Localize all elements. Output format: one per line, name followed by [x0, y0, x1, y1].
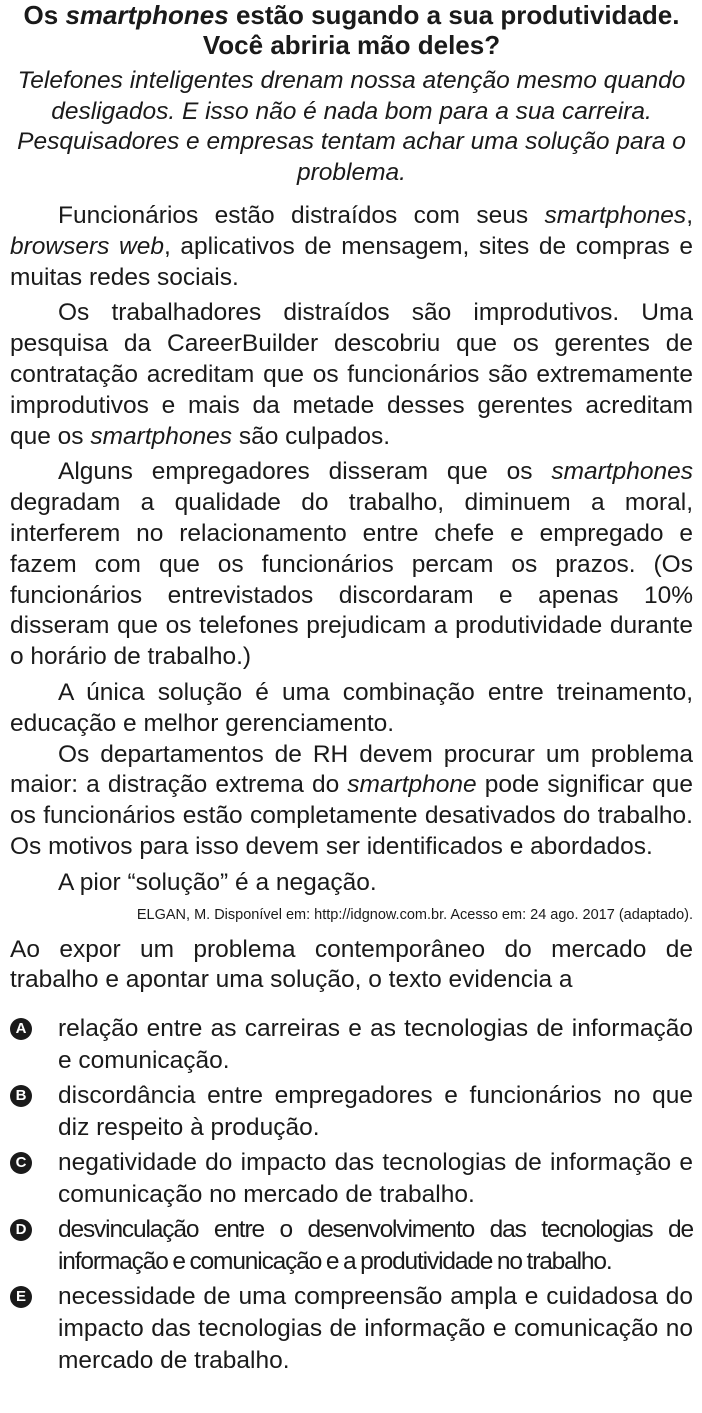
- p5-text-c: pode significar que os funcionários estão completamente desativados do trabalho. Os motivos para isso devem ser identificados e abordados.: [10, 771, 693, 860]
- option-c[interactable]: [10, 1147, 693, 1211]
- title-emphasis: smartphones: [65, 0, 229, 30]
- p2-text-a: Os trabalhadores distraídos são improdutivos. Uma pesquisa da CareerBuilder descobriu que os gerentes de contratação acreditam que os funcionários são extremamente improdutivos e mais da metade desses gerentes acreditam que os: [10, 299, 693, 450]
- p3-text-a: Alguns empregadores disseram que os: [58, 458, 552, 486]
- p2-text-c: são culpados.: [232, 422, 391, 450]
- p1-text-a: Funcionários estão distraídos com seus: [58, 202, 545, 229]
- p2-emphasis-smartphones: smartphones: [90, 422, 233, 450]
- option-a-text: relação entre as carreiras e as tecnologias de informação e comunicação.: [58, 1015, 693, 1075]
- source-citation: ELGAN, M. Disponível em: http://idgnow.com.br. Acesso em: 24 ago. 2017 (adaptado).: [136, 906, 693, 923]
- option-b-text: discordância entre empregadores e funcionários no que diz respeito à produção.: [58, 1082, 693, 1142]
- p3-text-c: degradam a qualidade do trabalho, diminuem a moral, interferem no relacionamento entre chefe e empregado e fazem com que os funcionários percam os prazos. (Os funcionários entrevistados discordaram e apenas 10% disseram que os telefones prejudicam a produtividade durante o horário de trabalho.): [10, 489, 693, 671]
- option-letter-e-badge: E: [10, 1286, 32, 1308]
- article-body: [10, 201, 693, 899]
- p5-text-a: Os departamentos de RH devem procurar um problema maior: a distração extrema do: [10, 740, 693, 799]
- option-letter-b-badge: B: [10, 1085, 32, 1107]
- paragraph-1: [10, 201, 693, 293]
- p3-emphasis-smartphones: smartphones: [551, 458, 693, 486]
- option-e-text: necessidade de uma compreensão ampla e cuidadosa do impacto das tecnologias de informação e comunicação no mercado de trabalho.: [58, 1283, 693, 1375]
- paragraph-5: [10, 740, 693, 863]
- option-a[interactable]: [10, 1013, 693, 1077]
- p5-emphasis-smartphone: smartphone: [347, 771, 477, 799]
- option-letter-a-badge: A: [10, 1018, 32, 1040]
- article-subtitle: Telefones inteligentes drenam nossa atenção mesmo quando desligados. E isso não é nada bom para a sua carreira. Pesquisadores e empresas tentam achar uma solução para o problema.: [17, 67, 686, 186]
- p1-emphasis-smartphones: smartphones: [544, 202, 687, 229]
- option-d[interactable]: [10, 1214, 693, 1278]
- p1-emphasis-browsers-web: browsers web: [10, 232, 164, 260]
- option-d-text: desvinculação entre o desenvolvimento das tecnologias de informação e comunicação e a produtividade no trabalho.: [58, 1216, 693, 1276]
- article-title: [10, 0, 693, 60]
- paragraph-6: A pior “solução” é a negação.: [58, 868, 377, 896]
- title-post: estão sugando a sua produtividade. Você abriria mão deles?: [202, 0, 680, 60]
- option-b[interactable]: [10, 1080, 693, 1144]
- p1-text-e: , aplicativos de mensagem, sites de compras e muitas redes sociais.: [10, 232, 694, 291]
- question-stem: Ao expor um problema contemporâneo do mercado de trabalho e apontar uma solução, o texto evidencia a: [10, 935, 693, 994]
- title-pre: Os: [23, 0, 66, 30]
- option-letter-d-badge: D: [10, 1219, 32, 1241]
- paragraph-3: [10, 457, 693, 673]
- option-e[interactable]: [10, 1281, 693, 1377]
- answer-options: [10, 1013, 693, 1377]
- option-c-text: negatividade do impacto das tecnologias de informação e comunicação no mercado de trabalho.: [58, 1149, 693, 1209]
- p1-text-comma: ,: [686, 202, 693, 229]
- option-letter-c-badge: C: [10, 1152, 32, 1174]
- paragraph-2: [10, 298, 693, 452]
- paragraph-4: A única solução é uma combinação entre treinamento, educação e melhor gerenciamento.: [10, 678, 693, 737]
